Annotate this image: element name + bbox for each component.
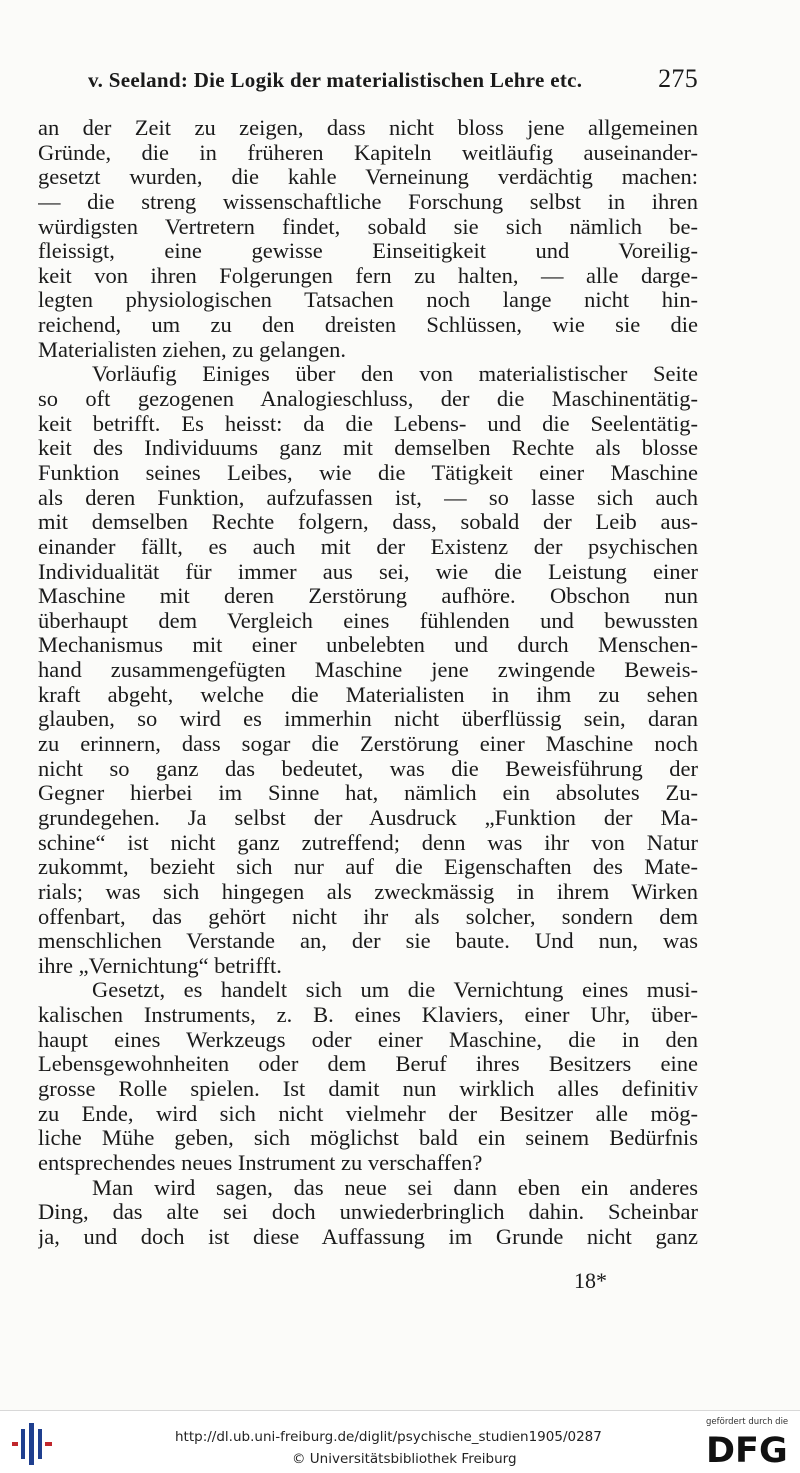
text-line: grundegehen. Ja selbst der Ausdruck „Funktion der Ma- [38, 805, 698, 830]
paragraph-4 [38, 1176, 698, 1250]
paragraph-1 [38, 116, 698, 362]
paragraph-3 [38, 978, 698, 1175]
text-line: keit betrifft. Es heisst: da die Lebens- und die Seelentätig- [38, 411, 698, 436]
text-line: zu Ende, wird sich nicht vielmehr der Besitzer alle mög- [38, 1101, 698, 1126]
text-line: keit des Individuums ganz mit demselben Rechte als blosse [38, 436, 698, 461]
text-line: zu erinnern, dass sogar die Zerstörung einer Maschine noch [38, 732, 698, 757]
text-line: an der Zeit zu zeigen, dass nicht bloss jene allgemeinen [38, 116, 698, 140]
paragraph-2 [38, 362, 698, 978]
text-line: gesetzt wurden, die kahle Verneinung verdächtig machen: [38, 165, 698, 190]
text-line: offenbart, das gehört nicht ihr als solcher, sondern dem [38, 904, 698, 929]
text-line: Vorläufig Einiges über den von materialistischer Seite [92, 362, 698, 387]
text-line: ja, und doch ist diese Auffassung im Grunde nicht ganz [38, 1224, 698, 1249]
text-line: entsprechendes neues Instrument zu verschaffen? [38, 1150, 483, 1175]
text-line: Gründe, die in früheren Kapiteln weitläufig auseinander- [38, 140, 698, 165]
running-header [88, 64, 698, 98]
text-line: ihre „Vernichtung“ betrifft. [38, 953, 282, 978]
text-line: menschlichen Verstande an, der sie baute. Und nun, was [38, 929, 698, 954]
text-line: legten physiologischen Tatsachen noch lange nicht hin- [38, 288, 698, 313]
text-line: als deren Funktion, aufzufassen ist, — so lasse sich auch [38, 485, 698, 510]
funding-note: gefördert durch die [706, 1417, 789, 1427]
text-line: keit von ihren Folgerungen fern zu halten, — alle darge- [38, 263, 698, 288]
text-line: kalischen Instruments, z. B. eines Klaviers, einer Uhr, über- [38, 1003, 698, 1028]
text-line: Maschine mit deren Zerstörung aufhöre. Obschon nun [38, 584, 698, 609]
text-line: kraft abgeht, welche die Materialisten in ihm zu sehen [38, 682, 698, 707]
text-line: Individualität für immer aus sei, wie die Leistung einer [38, 559, 698, 584]
text-line: Lebensgewohnheiten oder dem Beruf ihres Besitzers eine [38, 1052, 698, 1077]
text-line: Mechanismus mit einer unbelebten und durch Menschen- [38, 633, 698, 658]
text-line: nicht so ganz das bedeutet, was die Beweisführung der [38, 756, 698, 781]
text-line: — die streng wissenschaftliche Forschung selbst in ihren [38, 189, 698, 214]
text-line: hand zusammengefügten Maschine jene zwingende Beweis- [38, 658, 698, 683]
text-line: so oft gezogenen Analogieschluss, der die Maschinentätig- [38, 387, 698, 412]
text-line: mit demselben Rechte folgern, dass, sobald der Leib aus- [38, 510, 698, 535]
viewer-footer [0, 1410, 800, 1473]
text-line: haupt eines Werkzeugs oder einer Maschine, die in den [38, 1027, 698, 1052]
text-line: Funktion seines Leibes, wie die Tätigkeit einer Maschine [38, 460, 698, 485]
text-line: Gesetzt, es handelt sich um die Vernichtung eines musi- [92, 978, 698, 1003]
text-line: grosse Rolle spielen. Ist damit nun wirklich alles definitiv [38, 1076, 698, 1101]
dfg-logo-icon [706, 1429, 790, 1467]
body-text [38, 116, 698, 1249]
text-line: glauben, so wird es immerhin nicht überflüssig sein, daran [38, 707, 698, 732]
text-line: zukommt, bezieht sich nur auf die Eigenschaften des Mate- [38, 855, 698, 880]
text-line: reichend, um zu den dreisten Schlüssen, wie sie die [38, 313, 698, 338]
text-line: überhaupt dem Vergleich eines fühlenden und bewussten [38, 608, 698, 633]
university-library-logo-icon [12, 1423, 52, 1465]
copyright-notice: © Universitätsbibliothek Freiburg [292, 1451, 517, 1467]
text-line: Gegner hierbei im Sinne hat, nämlich ein absolutes Zu- [38, 781, 698, 806]
text-line: würdigsten Vertretern findet, sobald sie sich nämlich be- [38, 214, 698, 239]
page-number: 275 [658, 64, 698, 93]
signature-mark: 18* [574, 1268, 607, 1293]
running-title: v. Seeland: Die Logik der materialistischen Lehre etc. [88, 68, 583, 92]
text-line: rials; was sich hingegen als zweckmässig in ihrem Wirken [38, 879, 698, 904]
text-line: einander fällt, es auch mit der Existenz der psychischen [38, 534, 698, 559]
permalink-url[interactable]: http://dl.ub.uni-freiburg.de/diglit/psychische_studien1905/0287 [175, 1429, 602, 1445]
text-line: Ding, das alte sei doch unwiederbringlich dahin. Scheinbar [38, 1200, 698, 1225]
text-line: Materialisten ziehen, zu gelangen. [38, 337, 346, 362]
text-line: fleissigt, eine gewisse Einseitigkeit und Voreilig- [38, 239, 698, 264]
text-line: schine“ ist nicht ganz zutreffend; denn was ihr von Natur [38, 830, 698, 855]
text-line: Man wird sagen, das neue sei dann eben ein anderes [92, 1175, 698, 1200]
text-line: liche Mühe geben, sich möglichst bald ein seinem Bedürfnis [38, 1126, 698, 1151]
dfg-logo-text: DFG [706, 1431, 788, 1467]
